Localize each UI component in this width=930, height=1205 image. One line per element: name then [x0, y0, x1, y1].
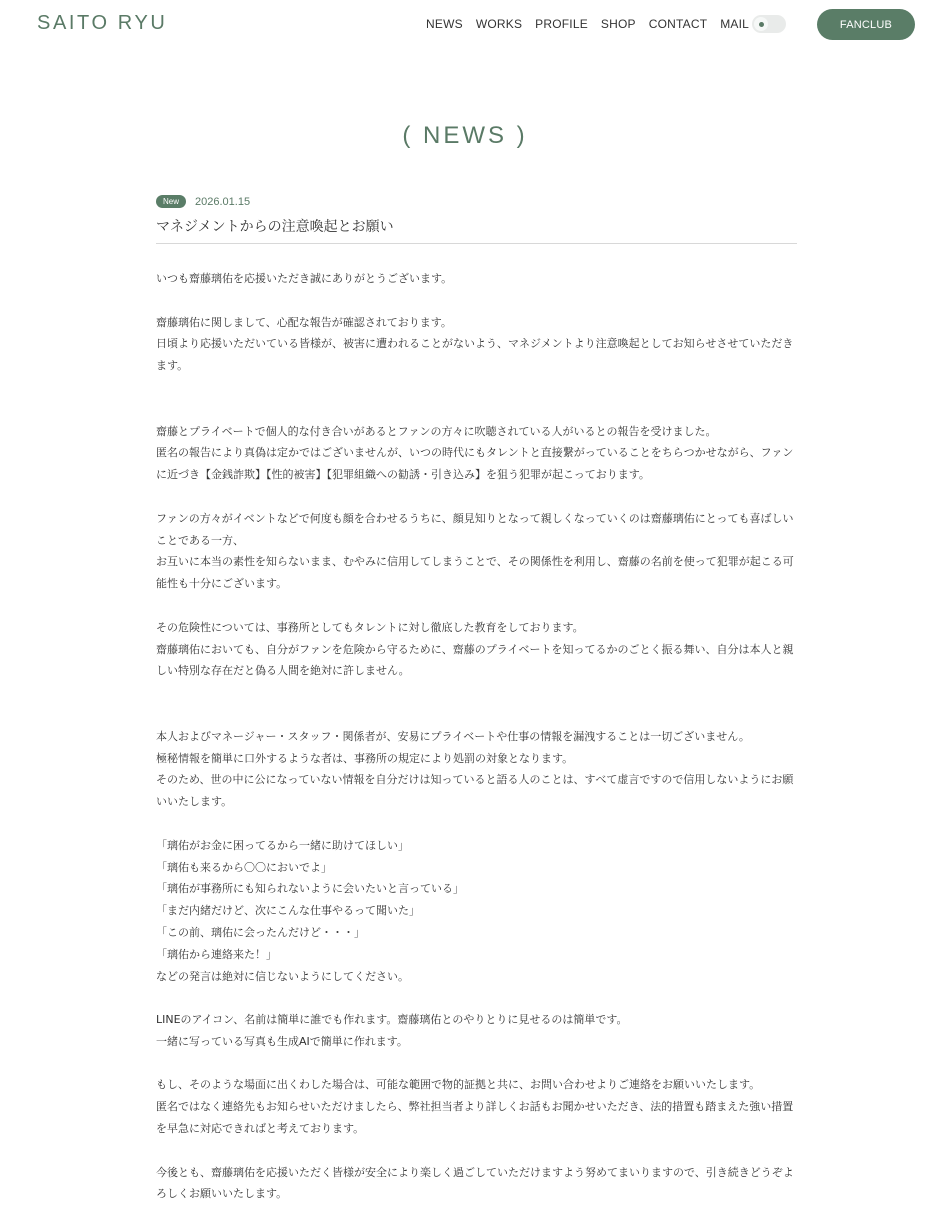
paragraph: 匿名の報告により真偽は定かではございませんが、いつの時代にもタレントと直接繋がっていることをちらつかせながら、ファンに近づき【金銭詐欺】【性的被害】【犯罪組織への勧誘・引き込み】を狙う犯罪が起こっております。 — [156, 446, 794, 482]
paragraph: 今後とも、齋藤璃佑を応援いただく皆様が安全により楽しく過ごしていただけますよう努めてまいりますので、引き続きどうぞよろしくお願いいたします。 — [156, 1165, 794, 1201]
paragraph: 匿名ではなく連絡先もお知らせいただけましたら、弊社担当者より詳しくお話もお聞かせいただき、法的措置も踏まえた強い措置を早急に対応できればと考えております。 — [156, 1100, 794, 1136]
site-header — [0, 0, 930, 50]
paragraph: 本人およびマネージャー・スタッフ・関係者が、安易にプライベートや仕事の情報を漏洩することは一切ございません。 — [156, 729, 750, 743]
quote-line: 「璃佑から連絡来た！」 — [156, 947, 277, 961]
paragraph: 日頃より応援いただいている皆様が、被害に遭われることがないよう、マネジメントより注意喚起としてお知らせさせていただきます。 — [156, 337, 794, 373]
paragraph: 齋藤とプライベートで個人的な付き合いがあるとファンの方々に吹聴されている人がいるとの報告を受けました。 — [156, 424, 717, 438]
paragraph: いつも齋藤璃佑を応援いただき誠にありがとうございます。 — [156, 272, 453, 285]
article-body — [156, 268, 798, 1205]
nav-news[interactable]: NEWS — [426, 17, 463, 31]
article-title: マネジメントからの注意喚起とお願い — [156, 219, 394, 235]
nav-mail[interactable]: MAIL — [720, 17, 750, 31]
quote-line: 「まだ内緒だけど、次にこんな仕事やるって聞いた」 — [156, 904, 420, 918]
page-title: ( NEWS ) — [402, 122, 528, 149]
article-meta — [156, 195, 250, 208]
fanclub-button[interactable]: FANCLUB — [817, 9, 915, 40]
paragraph: お互いに本当の素性を知らないまま、むやみに信用してしまうことで、その関係性を利用し、齋藤の名前を使って犯罪が起こる可能性も十分にございます。 — [156, 555, 794, 591]
quote-line: 「璃佑も来るから〇〇においでよ」 — [156, 860, 332, 874]
theme-toggle[interactable] — [752, 15, 786, 33]
nav-works[interactable]: WORKS — [475, 17, 523, 31]
quote-line: 「璃佑が事務所にも知られないように会いたいと言っている」 — [156, 882, 464, 896]
nav-profile[interactable]: PROFILE — [535, 17, 588, 31]
paragraph: などの発言は絶対に信じないようにしてください。 — [156, 969, 409, 983]
nav-contact[interactable]: CONTACT — [648, 17, 708, 31]
quote-line: 「璃佑がお金に困ってるから一緒に助けてほしい」 — [156, 838, 409, 852]
paragraph: 極秘情報を簡単に口外するような者は、事務所の規定により処罰の対象となります。 — [156, 751, 574, 765]
paragraph: 齋藤璃佑に関しまして、心配な報告が確認されております。 — [156, 315, 452, 329]
site-logo[interactable]: SAITO RYU — [37, 12, 168, 34]
article-date: 2026.01.15 — [195, 195, 251, 208]
paragraph: LINEのアイコン、名前は簡単に誰でも作れます。齋藤璃佑とのやりとりに見せるのは簡単です。 — [156, 1013, 628, 1027]
new-badge: New — [156, 195, 186, 208]
sun-icon — [754, 17, 768, 31]
paragraph: もし、そのような場面に出くわした場合は、可能な範囲で物的証拠と共に、お問い合わせよりご連絡をお願いいたします。 — [156, 1078, 761, 1092]
paragraph: そのため、世の中に公になっていない情報を自分だけは知っていると語る人のことは、すべて虚言ですので信用しないようにお願いいたします。 — [156, 773, 794, 809]
nav-shop[interactable]: SHOP — [600, 17, 636, 31]
quote-line: 「この前、璃佑に会ったんだけど・・・」 — [156, 925, 365, 939]
paragraph: 齋藤璃佑においても、自分がファンを危険から守るために、齋藤のプライベートを知ってるかのごとく振る舞い、自分は本人と親しい特別な存在だと偽る人間を絶対に許しません。 — [156, 642, 794, 678]
paragraph: その危険性については、事務所としてもタレントに対し徹底した教育をしております。 — [156, 620, 584, 634]
paragraph: 一緒に写っている写真も生成AIで簡単に作れます。 — [156, 1034, 408, 1048]
divider — [156, 243, 797, 244]
paragraph: ファンの方々がイベントなどで何度も顔を合わせるうちに、顔見知りとなって親しくなっていくのは齋藤璃佑にとっても喜ばしいことである一方、 — [156, 511, 794, 547]
main-nav — [426, 17, 762, 31]
